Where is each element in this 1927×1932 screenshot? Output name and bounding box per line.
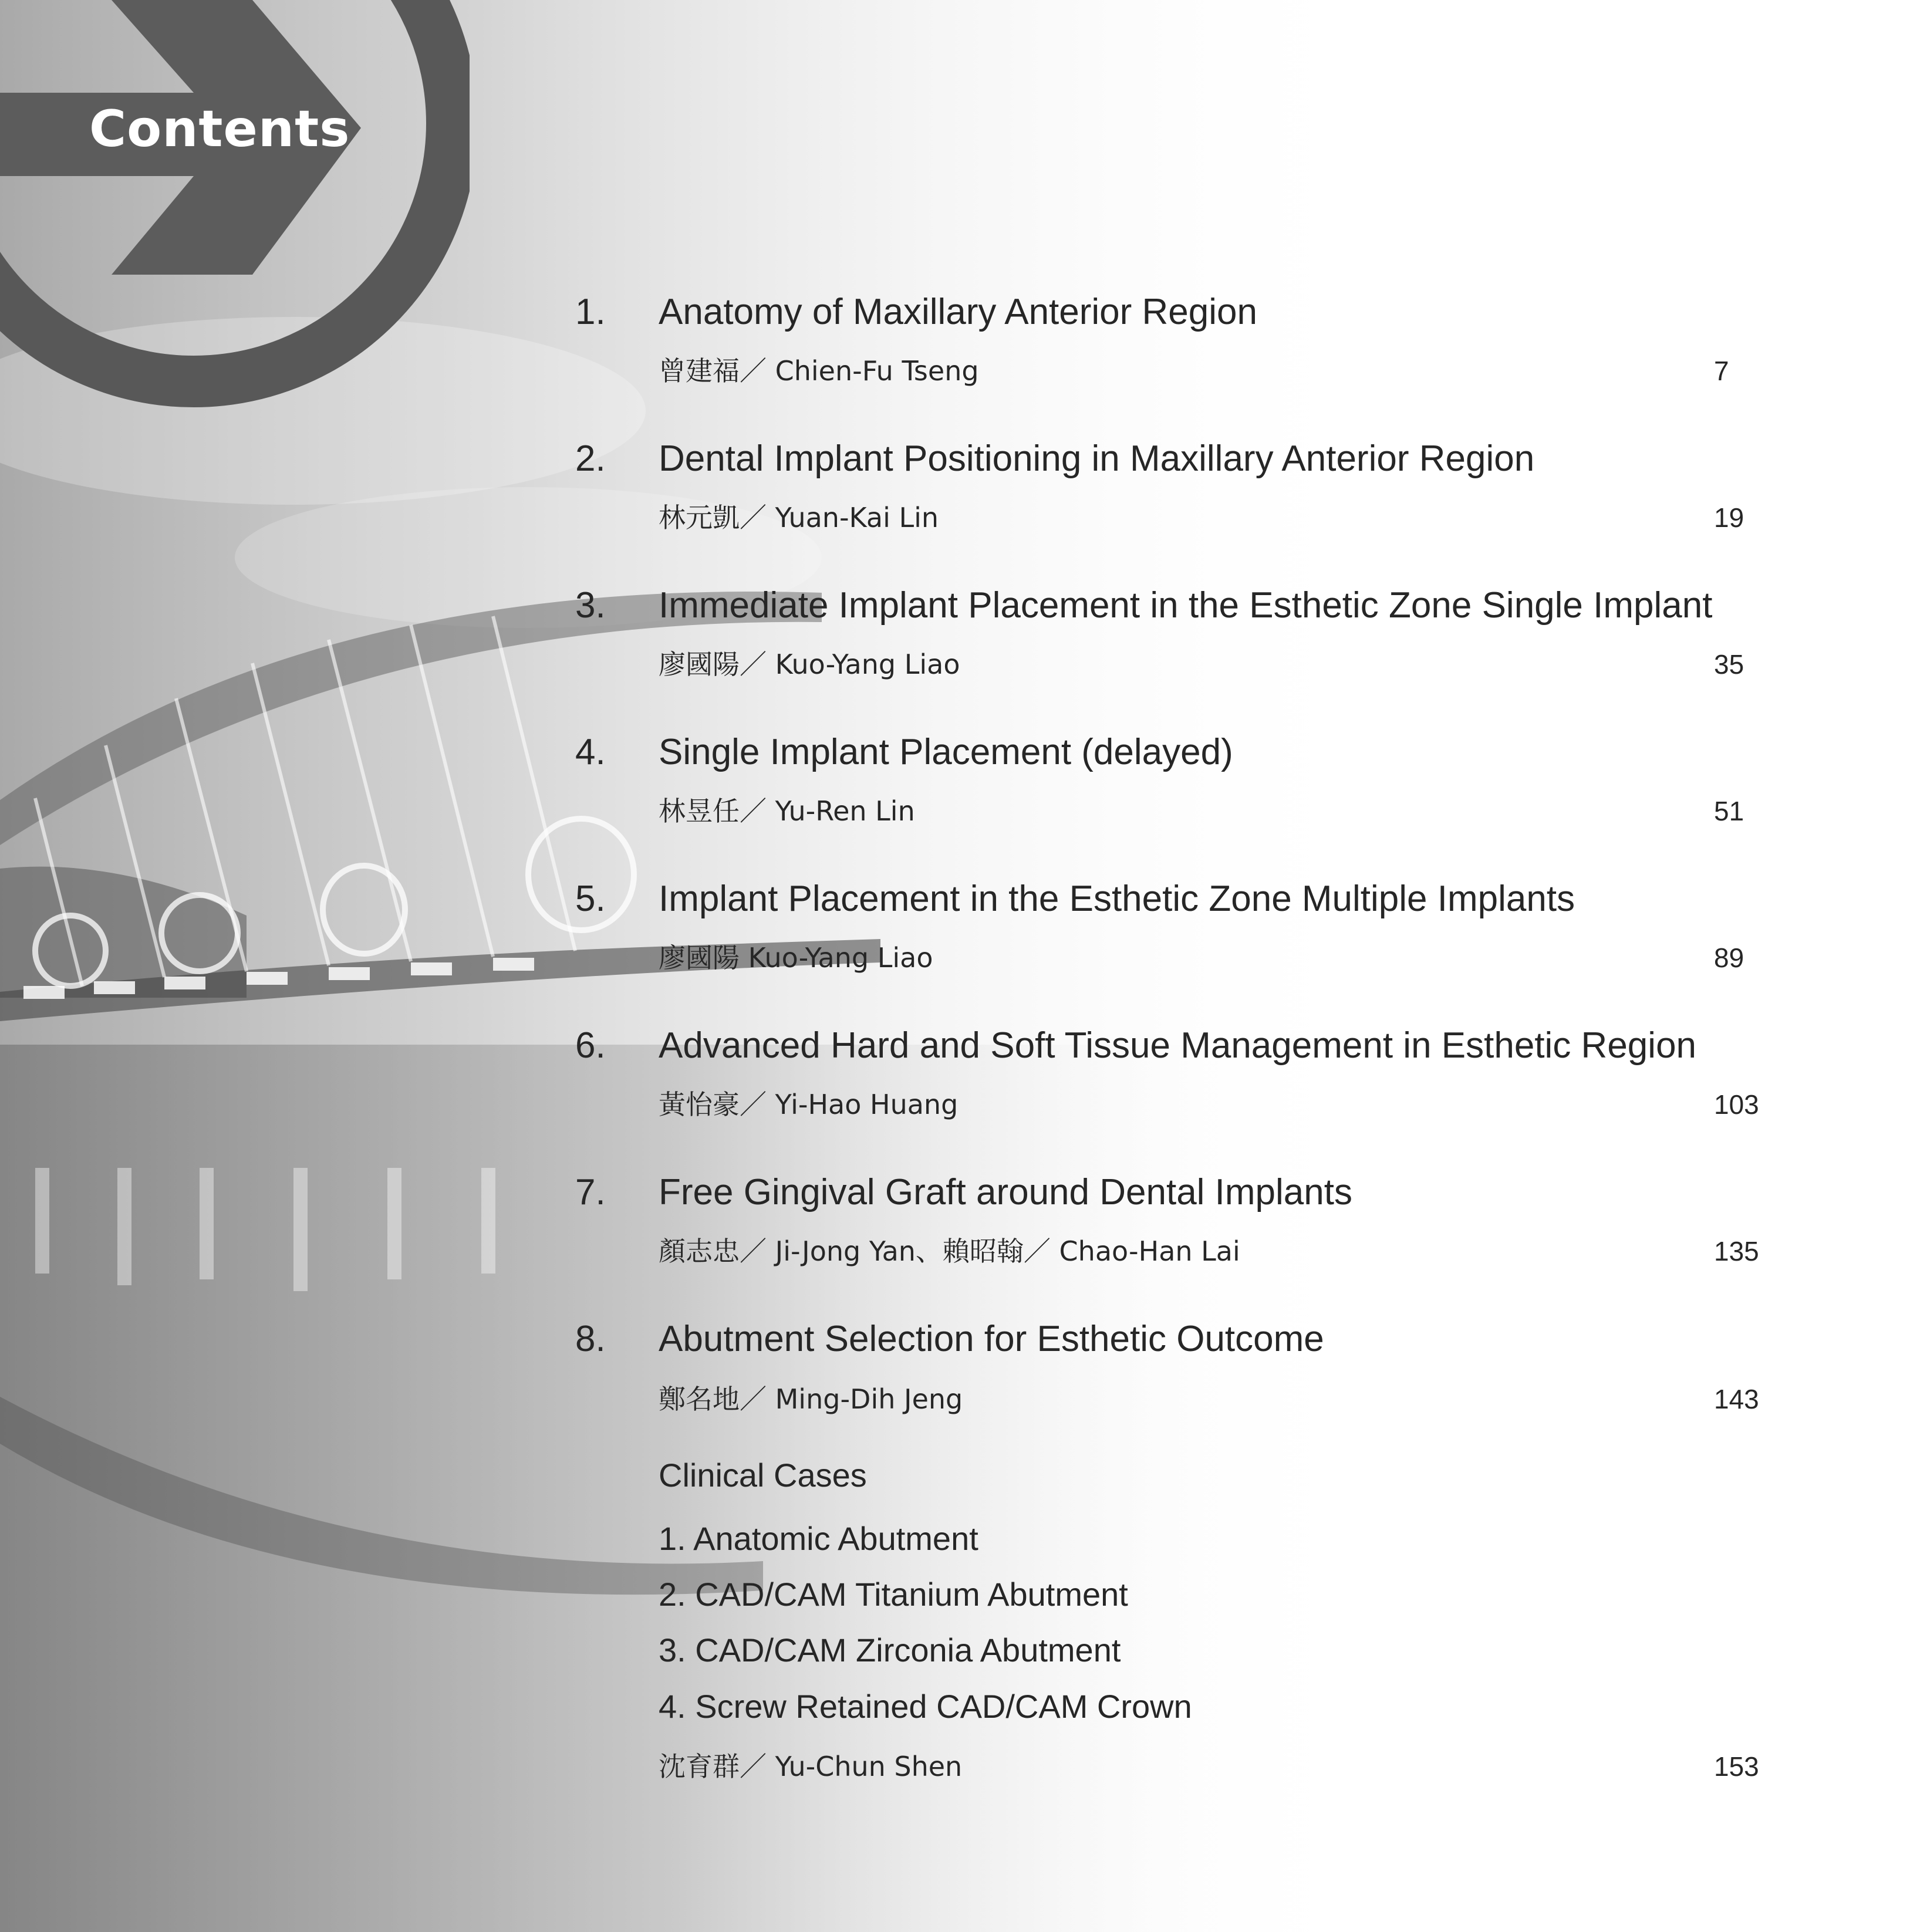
chapter-page-number[interactable]: 103 bbox=[1714, 1089, 1759, 1120]
page-title: Contents bbox=[89, 100, 350, 158]
chapter-number: 8. bbox=[575, 1319, 606, 1359]
chapter-author: 林元凱／ Yuan-Kai Lin bbox=[659, 502, 939, 533]
chapter-page-number[interactable]: 89 bbox=[1714, 943, 1744, 973]
chapter-title[interactable]: Immediate Implant Placement in the Esthetic Zone Single Implant bbox=[659, 585, 1713, 626]
chapter-author: 顏志忠／ Ji-Jong Yan、賴昭翰／ Chao-Han Lai bbox=[659, 1235, 1240, 1267]
chapter-title[interactable]: Anatomy of Maxillary Anterior Region bbox=[659, 292, 1258, 332]
chapter-page-number[interactable]: 7 bbox=[1714, 356, 1729, 386]
chapter-number: 7. bbox=[575, 1172, 606, 1212]
chapter-number: 4. bbox=[575, 732, 606, 772]
chapter-author: 廖國陽／ Kuo-Yang Liao bbox=[659, 648, 960, 680]
chapter-title[interactable]: Abutment Selection for Esthetic Outcome bbox=[659, 1319, 1324, 1359]
clinical-case-item[interactable]: 3. CAD/CAM Zirconia Abutment bbox=[659, 1632, 1121, 1668]
contents-arrow-badge-icon bbox=[0, 0, 470, 411]
chapter-author: 黃怡豪／ Yi-Hao Huang bbox=[659, 1089, 959, 1120]
chapter-page-number[interactable]: 35 bbox=[1714, 649, 1744, 680]
chapter-title[interactable]: Advanced Hard and Soft Tissue Management in Esthetic Region bbox=[659, 1025, 1697, 1066]
clinical-case-item[interactable]: 4. Screw Retained CAD/CAM Crown bbox=[659, 1688, 1192, 1725]
chapter-page-number[interactable]: 143 bbox=[1714, 1384, 1759, 1414]
clinical-cases-page-number[interactable]: 153 bbox=[1714, 1751, 1759, 1782]
chapter-author: 鄭名地／ Ming-Dih Jeng bbox=[659, 1383, 963, 1415]
clinical-case-item[interactable]: 2. CAD/CAM Titanium Abutment bbox=[659, 1576, 1128, 1613]
chapter-title[interactable]: Single Implant Placement (delayed) bbox=[659, 732, 1233, 772]
chapter-author: 林昱任／ Yu-Ren Lin bbox=[659, 795, 915, 827]
chapter-title[interactable]: Dental Implant Positioning in Maxillary Anterior Region bbox=[659, 438, 1535, 479]
chapter-page-number[interactable]: 51 bbox=[1714, 796, 1744, 826]
chapter-author: 廖國陽 Kuo-Yang Liao bbox=[659, 942, 933, 974]
clinical-case-item[interactable]: 1. Anatomic Abutment bbox=[659, 1520, 978, 1557]
chapter-author: 曾建福／ Chien-Fu Tseng bbox=[659, 355, 979, 387]
clinical-cases-author: 沈育群／ Yu-Chun Shen bbox=[659, 1751, 963, 1782]
chapter-number: 5. bbox=[575, 879, 606, 919]
chapter-number: 3. bbox=[575, 585, 606, 626]
chapter-number: 1. bbox=[575, 292, 606, 332]
chapter-page-number[interactable]: 19 bbox=[1714, 502, 1744, 533]
chapter-page-number[interactable]: 135 bbox=[1714, 1236, 1759, 1266]
chapter-title[interactable]: Implant Placement in the Esthetic Zone Multiple Implants bbox=[659, 879, 1575, 919]
chapter-number: 2. bbox=[575, 438, 606, 479]
chapter-title[interactable]: Free Gingival Graft around Dental Implants bbox=[659, 1172, 1352, 1212]
clinical-cases-heading: Clinical Cases bbox=[659, 1457, 867, 1494]
chapter-number: 6. bbox=[575, 1025, 606, 1066]
